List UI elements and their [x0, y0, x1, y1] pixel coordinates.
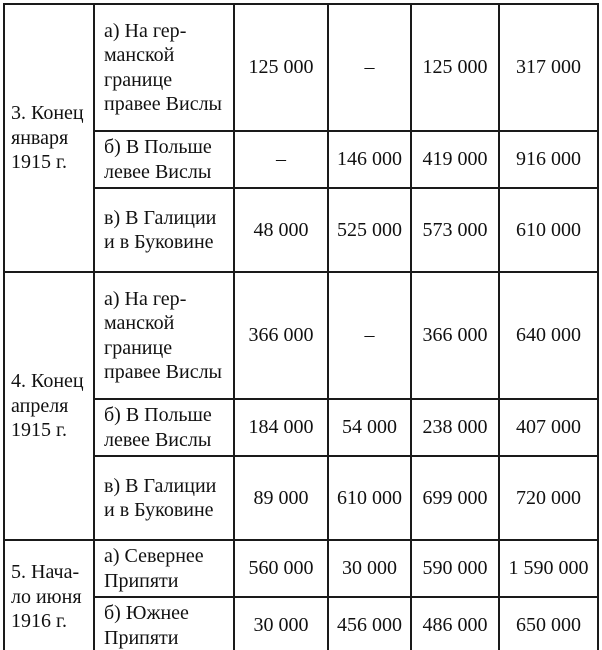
value-cell: 560 000	[234, 540, 328, 597]
table-row	[4, 4, 598, 131]
value-cell: 650 000	[499, 597, 598, 650]
period-cell: 4. Конец апреля 1915 г.	[4, 272, 94, 540]
table-row	[4, 597, 598, 650]
value-cell: 317 000	[499, 4, 598, 131]
value-cell: 366 000	[411, 272, 499, 399]
value-cell: 125 000	[234, 4, 328, 131]
value-cell: 366 000	[234, 272, 328, 399]
region-cell: а) Севернее Припяти	[94, 540, 234, 597]
value-cell: 238 000	[411, 399, 499, 456]
value-cell: 125 000	[411, 4, 499, 131]
value-cell: 573 000	[411, 188, 499, 272]
region-cell: б) Южнее Припяти	[94, 597, 234, 650]
value-cell: –	[234, 131, 328, 188]
value-cell: 407 000	[499, 399, 598, 456]
table-row	[4, 399, 598, 456]
period-cell: 5. Начало июня 1916 г.	[4, 540, 94, 650]
value-cell: 30 000	[234, 597, 328, 650]
region-cell: а) На германской границе правее Вислы	[94, 4, 234, 131]
value-cell: –	[328, 4, 411, 131]
value-cell: 916 000	[499, 131, 598, 188]
value-cell: 48 000	[234, 188, 328, 272]
value-cell: 486 000	[411, 597, 499, 650]
value-cell: 456 000	[328, 597, 411, 650]
value-cell: 610 000	[499, 188, 598, 272]
value-cell: 54 000	[328, 399, 411, 456]
table-row	[4, 540, 598, 597]
statistics-table	[3, 3, 599, 650]
value-cell: 610 000	[328, 456, 411, 540]
region-cell: в) В Галиции и в Буковине	[94, 188, 234, 272]
table-row	[4, 272, 598, 399]
value-cell: 30 000	[328, 540, 411, 597]
value-cell: 525 000	[328, 188, 411, 272]
table-row	[4, 131, 598, 188]
region-cell: в) В Галиции и в Буковине	[94, 456, 234, 540]
value-cell: 720 000	[499, 456, 598, 540]
region-cell: б) В Польше левее Вислы	[94, 399, 234, 456]
value-cell: 640 000	[499, 272, 598, 399]
value-cell: –	[328, 272, 411, 399]
value-cell: 146 000	[328, 131, 411, 188]
table-row	[4, 188, 598, 272]
region-cell: а) На германской границе правее Вислы	[94, 272, 234, 399]
value-cell: 1 590 000	[499, 540, 598, 597]
value-cell: 89 000	[234, 456, 328, 540]
value-cell: 590 000	[411, 540, 499, 597]
period-cell: 3. Конец января 1915 г.	[4, 4, 94, 272]
table-row	[4, 456, 598, 540]
value-cell: 419 000	[411, 131, 499, 188]
region-cell: б) В Польше левее Вислы	[94, 131, 234, 188]
value-cell: 699 000	[411, 456, 499, 540]
value-cell: 184 000	[234, 399, 328, 456]
